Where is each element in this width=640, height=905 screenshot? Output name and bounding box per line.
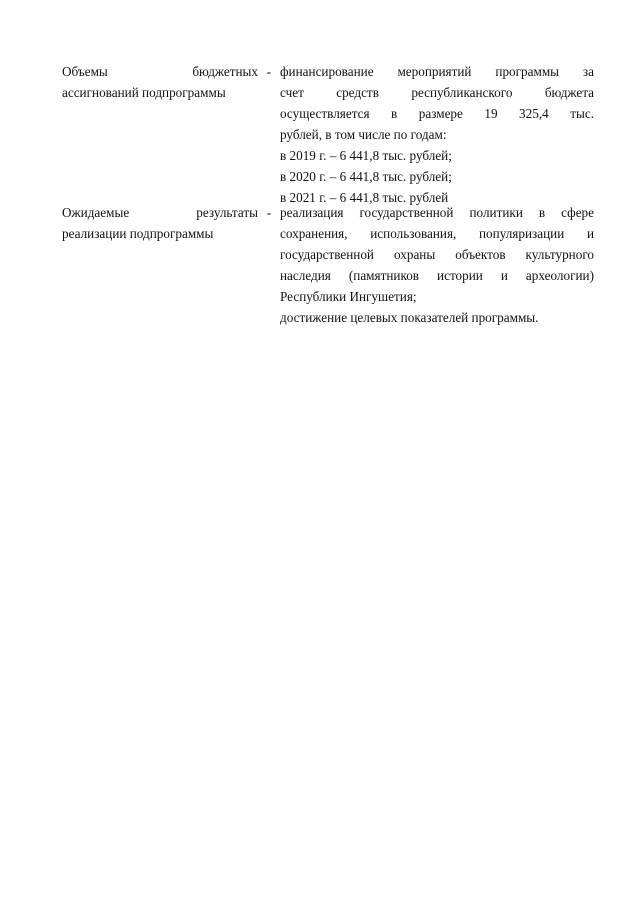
label-word: Ожидаемые bbox=[62, 205, 130, 220]
label-line-1 bbox=[62, 202, 258, 223]
content-line: реализация государственной политики в сфере bbox=[280, 205, 594, 220]
content-line: достижение целевых показателей программы. bbox=[280, 310, 539, 325]
section-label bbox=[62, 202, 258, 328]
content-line: счет средств республиканского бюджета bbox=[280, 85, 594, 100]
label-line-1 bbox=[62, 61, 258, 82]
content-line: в 2020 г. – 6 441,8 тыс. рублей; bbox=[280, 169, 452, 184]
content-line: в 2019 г. – 6 441,8 тыс. рублей; bbox=[280, 148, 452, 163]
dash-separator: - bbox=[266, 64, 272, 79]
label-word: результаты bbox=[196, 205, 258, 220]
section-label bbox=[62, 61, 258, 208]
content-line: государственной охраны объектов культурного bbox=[280, 247, 594, 262]
content-line: наследия (памятников истории и археологии) bbox=[280, 268, 594, 283]
content-line: рублей, в том числе по годам: bbox=[280, 127, 447, 142]
content-line: сохранения, использования, популяризации и bbox=[280, 226, 594, 241]
section-content bbox=[280, 202, 594, 328]
label-word: Объемы bbox=[62, 64, 108, 79]
section-expected-results bbox=[62, 202, 594, 328]
label-word: бюджетных bbox=[192, 64, 258, 79]
content-line: осуществляется в размере 19 325,4 тыс. bbox=[280, 106, 594, 121]
content-line: Республики Ингушетия; bbox=[280, 289, 417, 304]
dash-separator: - bbox=[266, 205, 272, 220]
label-line-2: реализации подпрограммы bbox=[62, 226, 214, 241]
section-content bbox=[280, 61, 594, 208]
content-line: финансирование мероприятий программы за bbox=[280, 64, 594, 79]
label-line-2: ассигнований подпрограммы bbox=[62, 85, 226, 100]
section-budget-allocations bbox=[62, 61, 594, 208]
content-line: в 2021 г. – 6 441,8 тыс. рублей bbox=[280, 190, 449, 205]
